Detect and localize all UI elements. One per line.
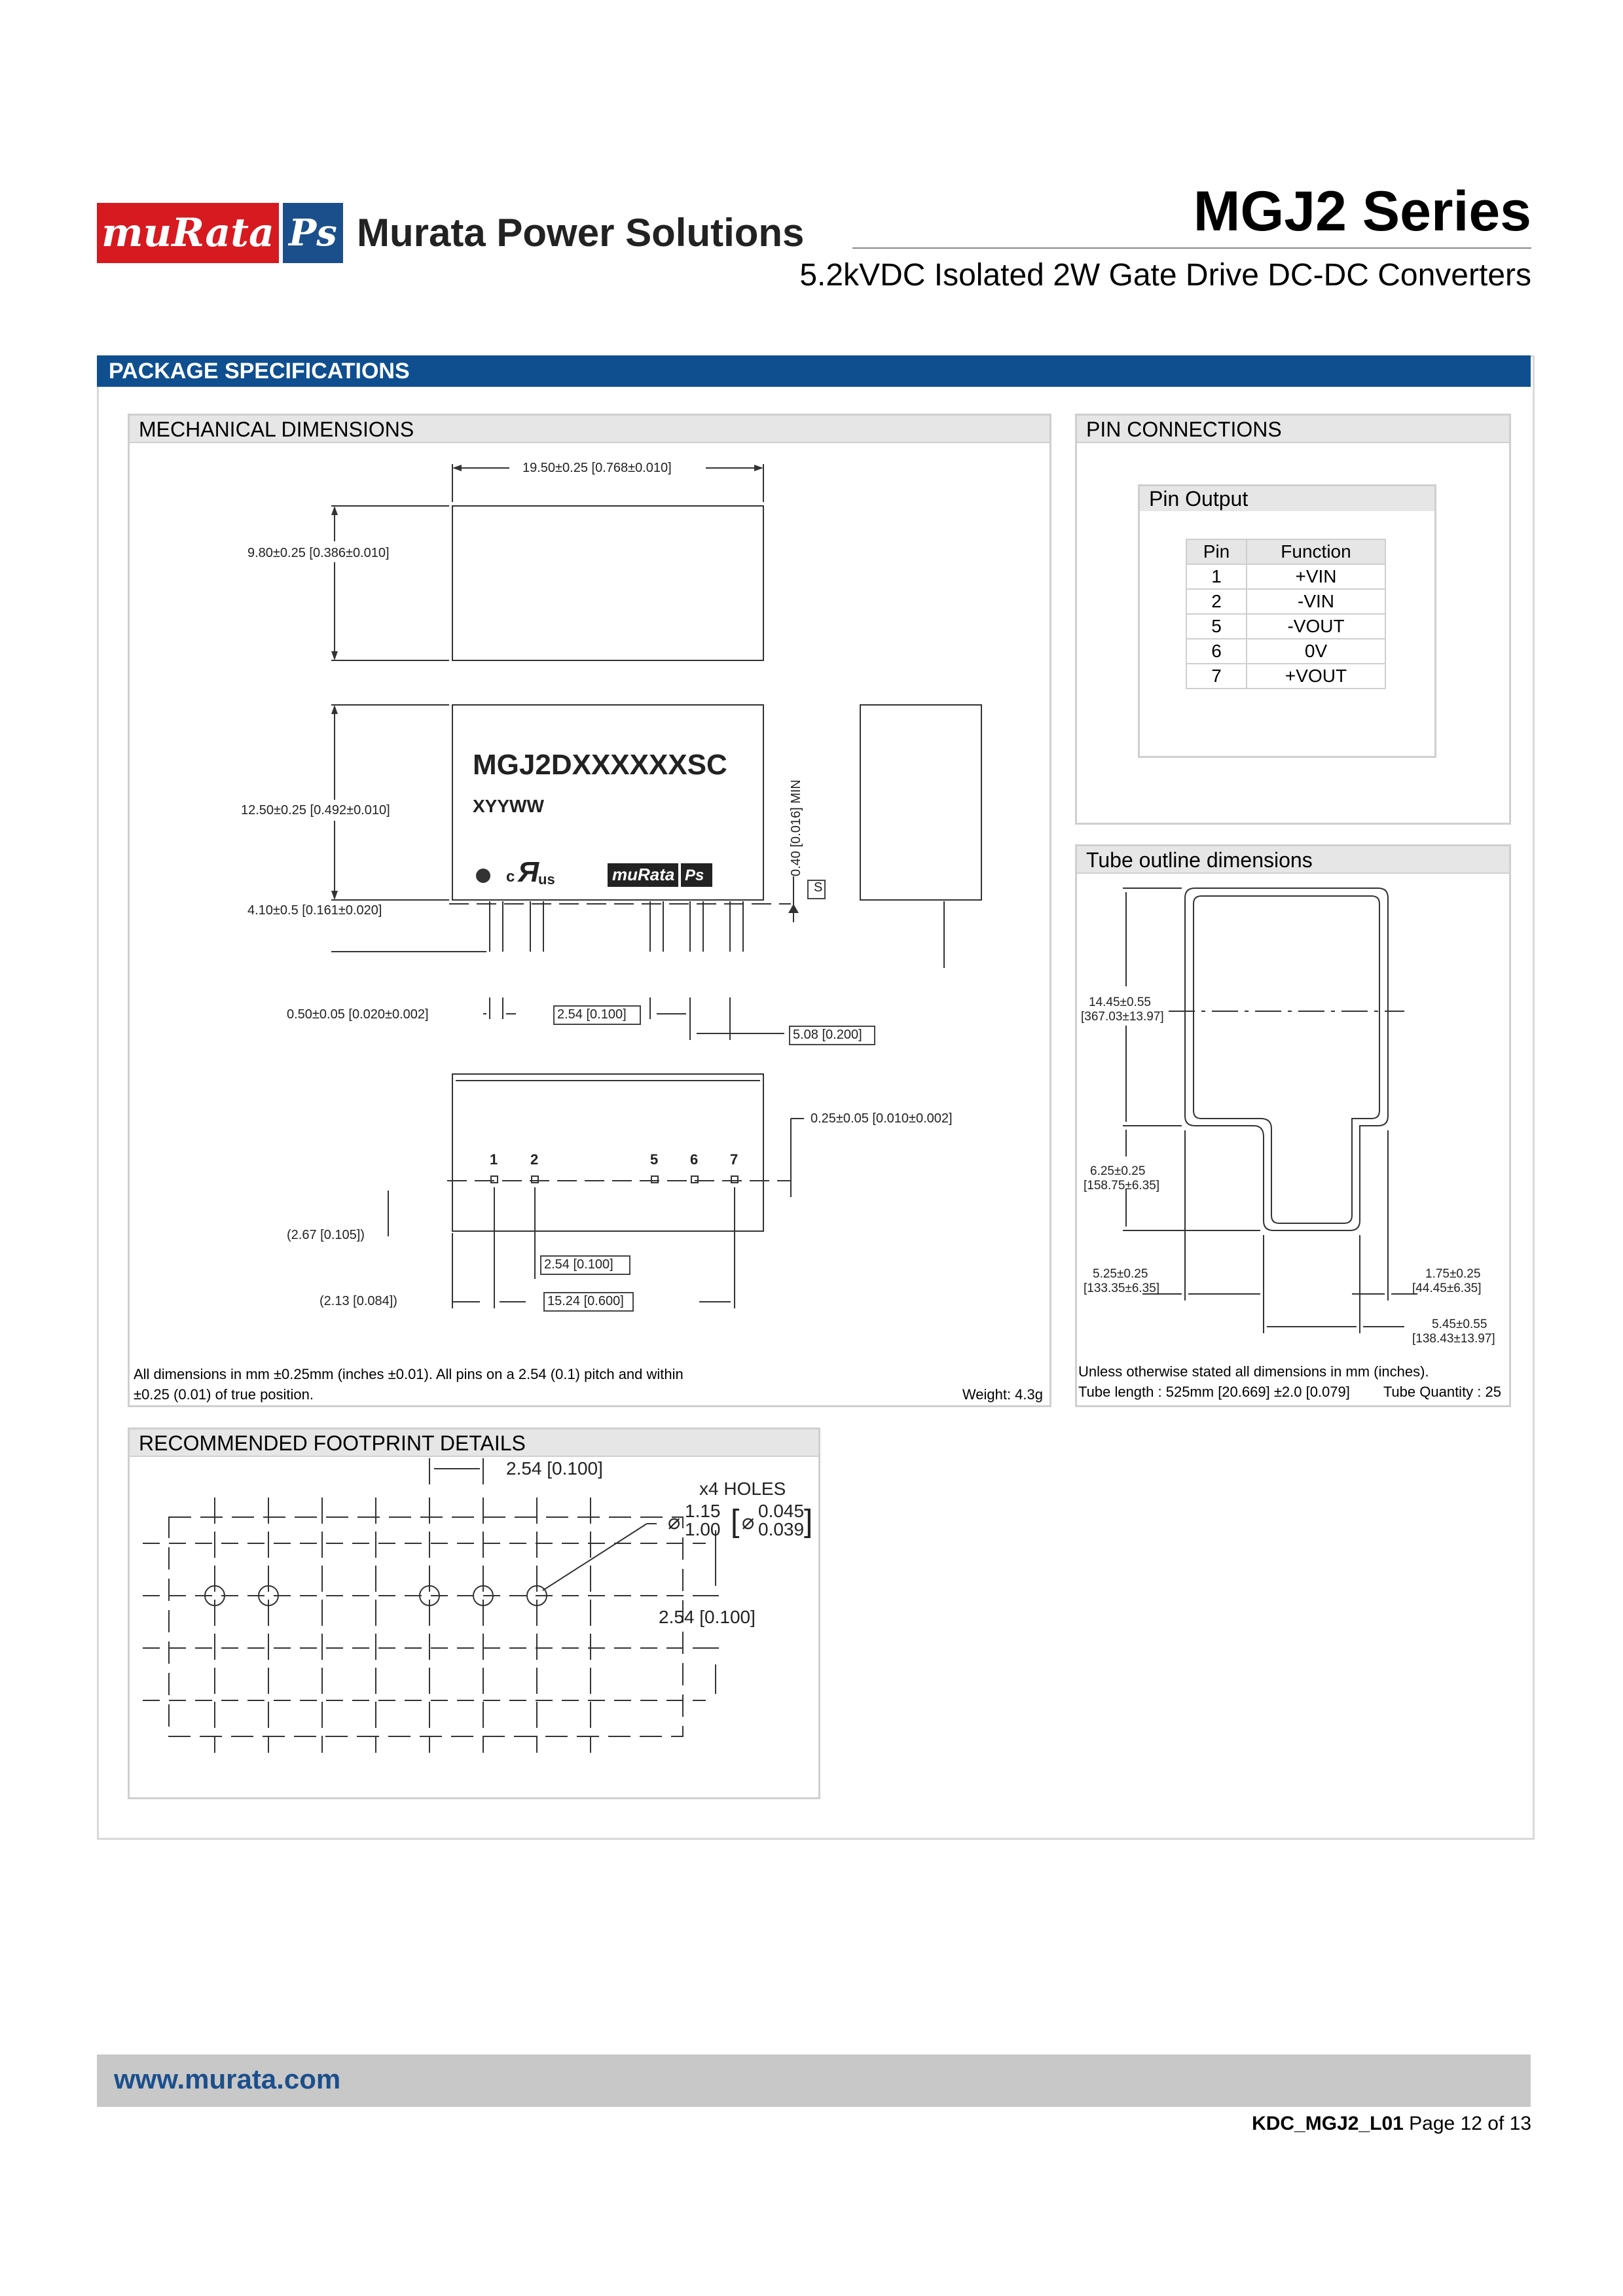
company-name: Murata Power Solutions: [357, 211, 805, 255]
pin-output-title: Pin Output: [1140, 486, 1434, 511]
date-code: XYYWW: [473, 796, 544, 816]
pin-label: 7: [730, 1151, 739, 1168]
dia-mm-bottom: 1.00: [685, 1519, 721, 1539]
function-cell: -VOUT: [1247, 614, 1385, 639]
tube-dim-175-in: [44.45±6.35]: [1412, 1282, 1482, 1295]
tube-title: Tube outline dimensions: [1077, 846, 1509, 874]
tube-dim-1445: 14.45±0.55: [1089, 996, 1151, 1009]
table-row: [1186, 589, 1385, 614]
footprint-panel: [128, 1427, 820, 1799]
dim-height-top: 9.80±0.25 [0.386±0.010]: [247, 546, 390, 560]
section-title: PACKAGE SPECIFICATIONS: [97, 355, 1531, 387]
footer-url[interactable]: www.murata.com: [114, 2064, 341, 2094]
ul-mark-icon: Я: [518, 856, 539, 888]
pin-label: 1: [490, 1151, 498, 1168]
pin-table: [1186, 539, 1386, 689]
cert-c: c: [506, 868, 515, 886]
function-cell: 0V: [1247, 639, 1385, 664]
pin-column-header: Pin: [1186, 539, 1247, 564]
dim-pin-dia: 0.50±0.05 [0.020±0.002]: [287, 1007, 429, 1022]
diameter-icon: ⌀: [668, 1510, 681, 1534]
holes-label: x4 HOLES: [699, 1479, 786, 1499]
page-number: [1252, 2113, 1531, 2135]
pin-output-box: [1138, 484, 1436, 758]
table-row: [1186, 614, 1385, 639]
footprint-dim-side: 2.54 [0.100]: [659, 1607, 756, 1627]
footprint-dim-top: 2.54 [0.100]: [506, 1458, 603, 1479]
pin-cell: 5: [1186, 614, 1247, 639]
series-subtitle: 5.2kVDC Isolated 2W Gate Drive DC-DC Converters: [799, 258, 1531, 293]
dim-1524: 15.24 [0.600]: [547, 1294, 624, 1308]
header-rule: [852, 247, 1531, 249]
function-column-header: Function: [1247, 539, 1385, 564]
dia-mm-top: 1.15: [685, 1501, 721, 1521]
side-view-body: [860, 705, 981, 900]
bottom-view-body: [452, 1074, 763, 1231]
page-label: Page 12 of 13: [1409, 2113, 1531, 2134]
tube-note-line: Unless otherwise stated all dimensions in mm (inches).: [1078, 1363, 1429, 1380]
tube-dim-525-in: [133.35±6.35]: [1084, 1282, 1160, 1295]
pin-label: 2: [530, 1151, 539, 1168]
mechanical-panel: [128, 414, 1051, 1407]
dia-in-top: 0.045: [758, 1501, 805, 1521]
murata-logo: muRata: [97, 203, 279, 263]
pin-connections-title: PIN CONNECTIONS: [1077, 416, 1509, 443]
tube-note: [1078, 1362, 1429, 1403]
bracket-right-icon: ]: [804, 1504, 813, 1539]
tube-dim-1445-in: [367.03±13.97]: [1081, 1010, 1164, 1024]
tube-inner: [1194, 896, 1379, 1223]
dim-213: (2.13 [0.084]): [319, 1294, 397, 1308]
ps-logo: Ps: [283, 203, 343, 263]
dia-in-bottom: 0.039: [758, 1519, 805, 1539]
pin-cell: 6: [1186, 639, 1247, 664]
pin-cell: 2: [1186, 589, 1247, 614]
mechanical-note-line: All dimensions in mm ±0.25mm (inches ±0.01). All pins on a 2.54 (0.1) pitch and within: [134, 1366, 684, 1382]
function-cell: +VIN: [1247, 564, 1385, 589]
datum-s: S: [814, 880, 823, 895]
pin-label: 6: [690, 1151, 699, 1168]
tube-dim-545-in: [138.43±13.97]: [1412, 1332, 1495, 1346]
pin-cell: 7: [1186, 664, 1247, 689]
function-cell: +VOUT: [1247, 664, 1385, 689]
dim-508: 5.08 [0.200]: [793, 1028, 862, 1042]
dim-267: (2.67 [0.105]): [287, 1228, 365, 1242]
top-view-body: [452, 506, 763, 660]
footprint-title: RECOMMENDED FOOTPRINT DETAILS: [130, 1429, 818, 1457]
series-title: MGJ2 Series: [1193, 180, 1531, 243]
table-row: [1186, 564, 1385, 589]
table-row: [1186, 639, 1385, 664]
dim-pin-length: 4.10±0.5 [0.161±0.020]: [247, 903, 382, 918]
table-row: [1186, 664, 1385, 689]
part-number: MGJ2DXXXXXXSC: [473, 749, 727, 781]
diameter-icon: ⌀: [742, 1510, 755, 1534]
dim-min: 0.40 [0.016] MIN: [789, 780, 803, 876]
mechanical-title: MECHANICAL DIMENSIONS: [130, 416, 1049, 443]
function-cell: -VIN: [1247, 589, 1385, 614]
tube-panel: [1075, 844, 1511, 1407]
tube-dim-525: 5.25±0.25: [1093, 1267, 1148, 1281]
chip-logo: muRata: [612, 865, 675, 884]
tube-dim-545: 5.45±0.55: [1432, 1318, 1487, 1331]
tube-drawing: [1077, 875, 1509, 1359]
mechanical-note: [134, 1365, 684, 1405]
dim-pitch: 2.54 [0.100]: [557, 1007, 627, 1022]
cert-us: us: [538, 871, 555, 888]
chip-ps: Ps: [685, 867, 704, 884]
tube-outer: [1185, 888, 1388, 1230]
tube-dim-175: 1.75±0.25: [1425, 1267, 1481, 1281]
dim-pitch-bottom: 2.54 [0.100]: [544, 1257, 613, 1272]
dim-025: 0.25±0.05 [0.010±0.002]: [811, 1111, 953, 1126]
footprint-drawing: [130, 1458, 818, 1792]
bracket-left-icon: [: [731, 1504, 740, 1539]
dim-width: 19.50±0.25 [0.768±0.010]: [522, 461, 672, 475]
doc-code: KDC_MGJ2_L01: [1252, 2113, 1404, 2134]
weight: Weight: 4.3g: [962, 1386, 1043, 1403]
dim-height-side: 12.50±0.25 [0.492±0.010]: [241, 803, 390, 817]
tube-dim-625-in: [158.75±6.35]: [1084, 1179, 1160, 1193]
tube-quantity: Tube Quantity : 25: [1383, 1384, 1501, 1400]
tube-note-line: Tube length : 525mm [20.669] ±2.0 [0.079]: [1078, 1383, 1350, 1400]
tube-dim-625: 6.25±0.25: [1090, 1164, 1146, 1178]
pin-label: 5: [650, 1151, 659, 1168]
mechanical-note-line: ±0.25 (0.01) of true position.: [134, 1386, 314, 1403]
mechanical-drawing: [130, 444, 1049, 1374]
pin-cell: 1: [1186, 564, 1247, 589]
